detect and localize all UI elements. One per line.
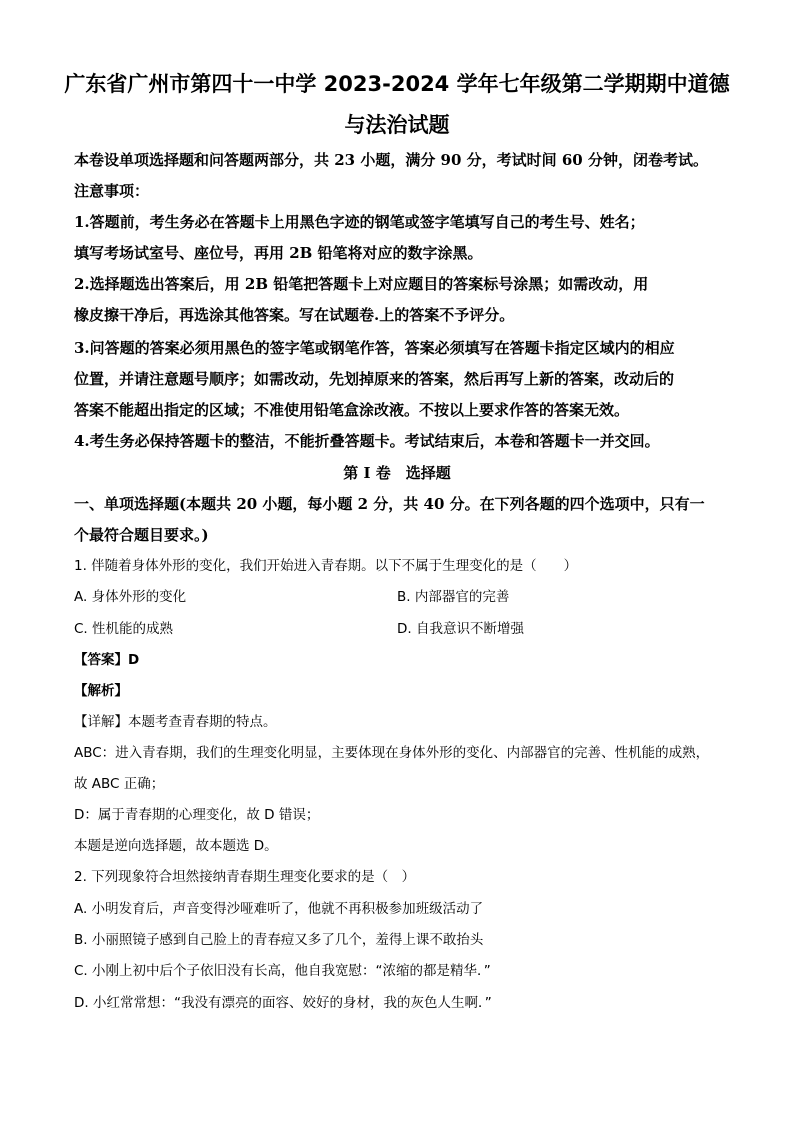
question-2-stem: 2. 下列现象符合坦然接纳青春期生理变化要求的是（ ） — [74, 869, 416, 885]
notes-line: 橡皮擦干净后，再选涂其他答案。写在试题卷.上的答案不予评分。 — [74, 306, 515, 324]
question-1-option-b: B. 内部器官的完善 — [397, 589, 510, 605]
notes-line: 3.问答题的答案必须用黑色的签字笔或钢笔作答，答案必须填写在答题卡指定区域内的相应 — [74, 339, 675, 357]
explanation-text: 故 ABC 正确； — [74, 776, 165, 792]
section-instructions: 一、单项选择题(本题共 20 小题，每小题 2 分，共 40 分。在下列各题的四个选项中，只有一 — [74, 495, 705, 513]
question-1-option-d: D. 自我意识不断增强 — [397, 621, 524, 637]
answer-label: 【答案】D — [74, 652, 140, 668]
notes-line: 1.答题前，考生务必在答题卡上用黑色字迹的钢笔或签字笔填写自己的考生号、姓名； — [74, 213, 645, 231]
page-title: 广东省广州市第四十一中学 2023-2024 学年七年级第二学期期中道德 — [64, 72, 730, 96]
question-1-stem: 1. 伴随着身体外形的变化，我们开始进入青春期。以下不属于生理变化的是（ ） — [74, 558, 578, 574]
question-2-option-c: C. 小刚上初中后个子依旧没有长高，他自我宽慰：“浓缩的都是精华．” — [74, 963, 491, 979]
notes-heading: 注意事项： — [74, 182, 150, 200]
question-2-option-d: D. 小红常常想：“我没有漂亮的面容、姣好的身材，我的灰色人生啊．” — [74, 995, 492, 1011]
notes-line: 位置，并请注意题号顺序；如需改动，先划掉原来的答案，然后再写上新的答案，改动后的 — [74, 370, 675, 388]
section-instructions: 个最符合题目要求。) — [74, 526, 209, 544]
explanation-text: ABC：进入青春期，我们的生理变化明显，主要体现在身体外形的变化、内部器官的完善、性机能的成熟， — [74, 745, 710, 761]
detail-text: 【详解】本题考查青春期的特点。 — [74, 714, 277, 730]
intro-text: 本卷设单项选择题和问答题两部分，共 23 小题，满分 90 分，考试时间 60 分钟，闭卷考试。 — [74, 151, 708, 169]
notes-line: 答案不能超出指定的区域；不准使用铅笔盒涂改液。不按以上要求作答的答案无效。 — [74, 401, 630, 419]
question-2-option-b: B. 小丽照镜子感到自己脸上的青春痘又多了几个，羞得上课不敢抬头 — [74, 932, 484, 948]
analysis-label: 【解析】 — [74, 683, 128, 699]
question-1-option-a: A. 身体外形的变化 — [74, 589, 187, 605]
notes-line: 填写考场试室号、座位号，再用 2B 铅笔将对应的数字涂黑。 — [74, 244, 483, 262]
page-subtitle: 与法治试题 — [344, 113, 450, 137]
notes-line: 2.选择题选出答案后，用 2B 铅笔把答题卡上对应题目的答案标号涂黑；如需改动，用 — [74, 275, 649, 293]
question-1-option-c: C. 性机能的成熟 — [74, 621, 174, 637]
explanation-text: D：属于青春期的心理变化，故 D 错误； — [74, 807, 320, 823]
conclusion-text: 本题是逆向选择题，故本题选 D。 — [74, 838, 278, 854]
section-title: 第 I 卷 选择题 — [343, 464, 451, 482]
question-2-option-a: A. 小明发育后，声音变得沙哑难听了，他就不再积极参加班级活动了 — [74, 901, 484, 917]
notes-line: 4.考生务必保持答题卡的整洁，不能折叠答题卡。考试结束后，本卷和答题卡一并交回。 — [74, 432, 660, 450]
